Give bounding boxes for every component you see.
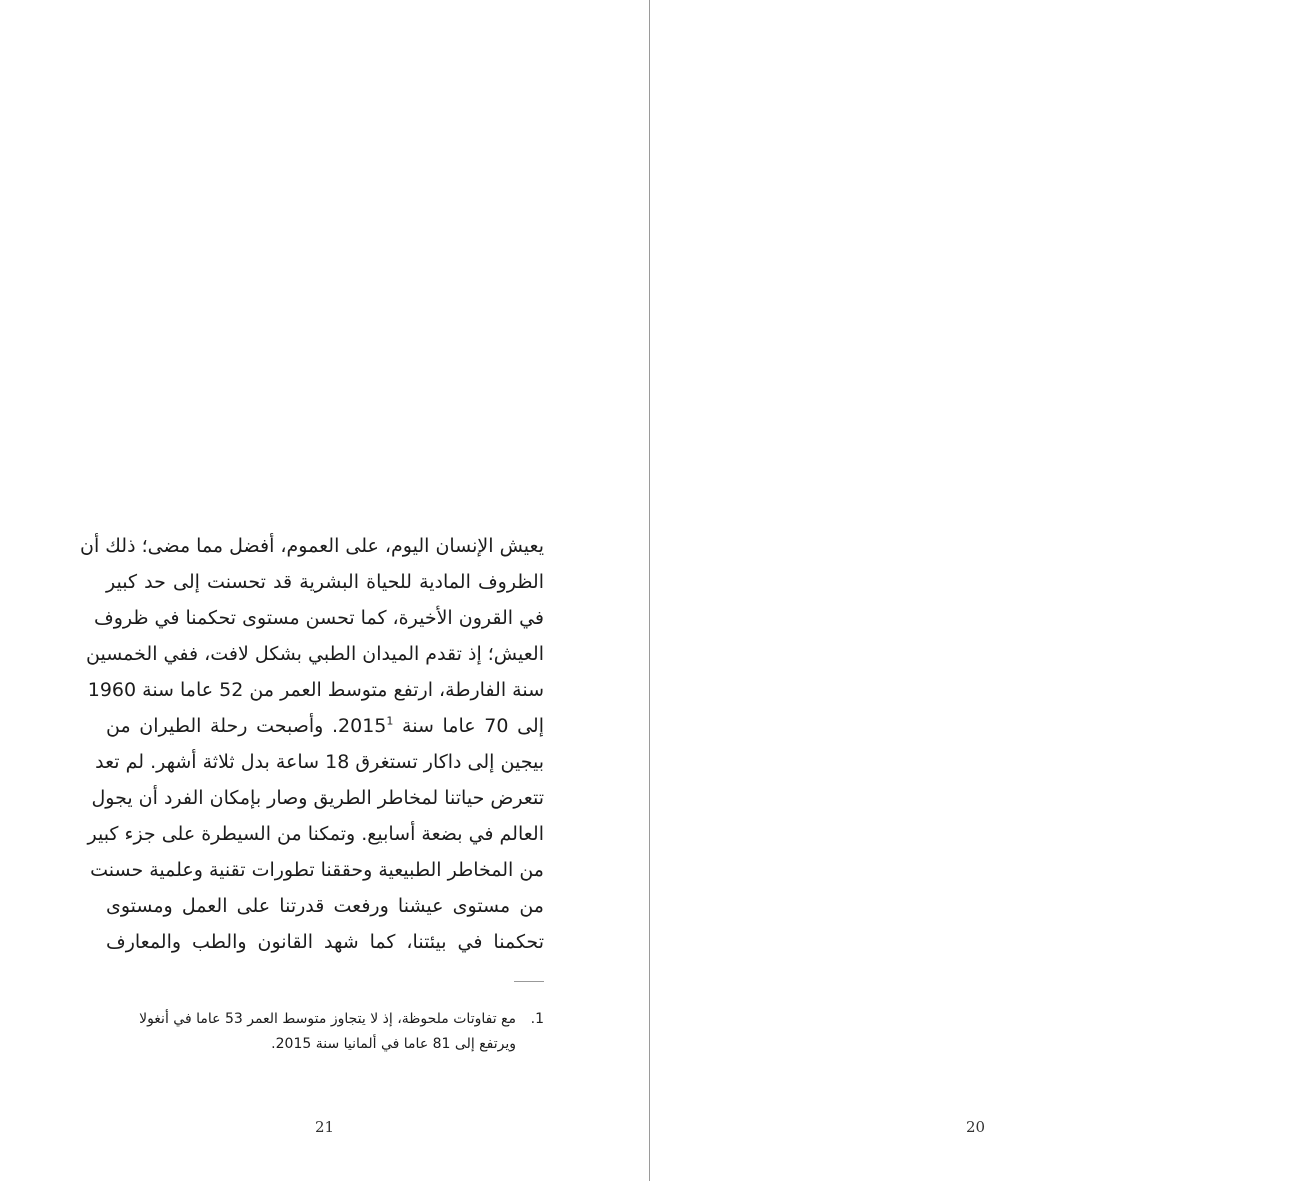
body-line-6 bbox=[106, 708, 544, 744]
left-page bbox=[0, 0, 649, 1181]
body-line-8: تتعرض حياتنا لمخاطر الطريق وصار بإمكان الفرد أن يجول bbox=[91, 787, 544, 809]
body-line-9: العالم في بضعة أسابيع. وتمكنا من السيطرة على جزء كبير bbox=[87, 823, 544, 845]
footnote bbox=[106, 1007, 544, 1057]
footnote-separator bbox=[514, 981, 544, 982]
footnote-number: 1. bbox=[530, 1011, 544, 1027]
body-line-11: من مستوى عيشنا ورفعت قدرتنا على العمل ومستوى bbox=[106, 895, 544, 917]
page-number-left: 21 bbox=[315, 1118, 335, 1136]
body-line-4: العيش؛ إذ تقدم الميدان الطبي بشكل لافت، ففي الخمسين bbox=[86, 643, 544, 665]
body-line-3: في القرون الأخيرة، كما تحسن مستوى تحكمنا في ظروف bbox=[94, 607, 544, 629]
body-line-7: بيجين إلى داكار تستغرق 18 ساعة بدل ثلاثة أشهر. لم تعد bbox=[95, 751, 544, 773]
body-line-5: سنة الفارطة، ارتفع متوسط العمر من 52 عاما سنة 1960 bbox=[87, 679, 544, 701]
body-line-1: يعيش الإنسان اليوم، على العموم، أفضل مما مضى؛ ذلك أن bbox=[80, 535, 544, 557]
footnote-marker[interactable]: 1 bbox=[386, 714, 394, 728]
body-text bbox=[80, 528, 544, 960]
body-line-2: الظروف المادية للحياة البشرية قد تحسنت إلى حد كبير bbox=[106, 571, 544, 593]
page-number-right: 20 bbox=[966, 1118, 986, 1136]
footnote-line-1: مع تفاوتات ملحوظة، إذ لا يتجاوز متوسط العمر 53 عاما في أنغولا bbox=[139, 1011, 516, 1027]
body-line-12: تحكمنا في بيئتنا، كما شهد القانون والطب والمعارف bbox=[106, 931, 544, 953]
body-line-6-end: . وأصبحت رحلة الطيران من bbox=[106, 715, 339, 737]
footnote-body bbox=[106, 1007, 516, 1057]
body-line-10: من المخاطر الطبيعية وحققنا تطورات تقنية وعلمية حسنت bbox=[90, 859, 544, 881]
footnote-line-2: ويرتفع إلى 81 عاما في ألمانيا سنة 2015. bbox=[271, 1036, 516, 1052]
right-page bbox=[650, 0, 1299, 1181]
body-line-6-start: إلى 70 عاما سنة 2015 bbox=[338, 715, 544, 737]
